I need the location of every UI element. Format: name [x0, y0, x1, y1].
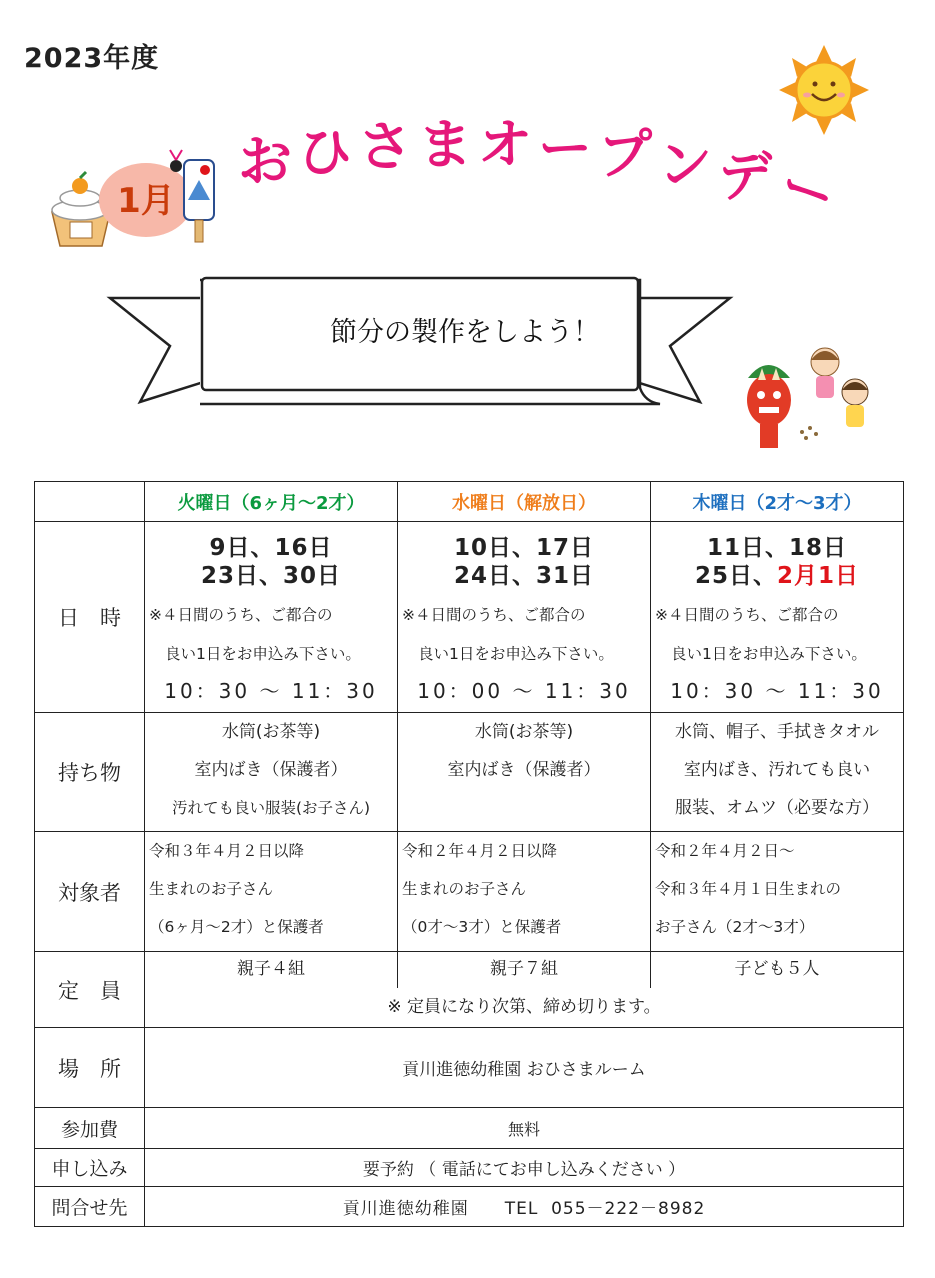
- schedule-note: ※４日間のうち、ご都合の: [655, 606, 839, 624]
- target-line: 生まれのお子さん: [149, 880, 274, 898]
- year-label: 2023年度: [24, 43, 160, 74]
- schedule-wednesday: [398, 522, 651, 713]
- capacity-wednesday: 親子７組: [398, 952, 651, 988]
- row-label-fee: 参加費: [35, 1108, 145, 1149]
- title-char: ひ: [298, 121, 352, 184]
- target-line: お子さん（2才～3才）: [655, 918, 815, 936]
- time-thursday: 10：30 ～ 11：30: [670, 679, 884, 703]
- time-wednesday: 10：00 ～ 11：30: [417, 679, 631, 703]
- date-line: 23日、30日: [200, 563, 341, 589]
- target-tuesday: [145, 832, 398, 952]
- title-char: お: [238, 130, 292, 193]
- capacity-row-top: [35, 952, 904, 988]
- date-part: 25日、: [694, 563, 777, 589]
- capacity-note: ※ 定員になり次第、締め切ります。: [145, 988, 904, 1028]
- info-table: [34, 481, 904, 1227]
- belongings-tuesday: [145, 713, 398, 832]
- target-line: 令和３年４月１日生まれの: [655, 880, 842, 898]
- schedule-note: 良い1日をお申込み下さい。: [418, 645, 614, 663]
- date-line: 10日、17日: [453, 535, 594, 561]
- belongings-item: 水筒(お茶等): [474, 722, 574, 742]
- title-char: さ: [358, 115, 412, 178]
- title-char: ー: [538, 117, 592, 180]
- place-value: 貢川進徳幼稚園 おひさまルーム: [145, 1028, 904, 1108]
- date-line: 9日、16日: [209, 535, 333, 561]
- place-row: [35, 1028, 904, 1108]
- schedule-note: 良い1日をお申込み下さい。: [671, 645, 867, 663]
- month-badge: [99, 163, 193, 237]
- contact-row: [35, 1187, 904, 1227]
- row-label-target: 対象者: [35, 832, 145, 952]
- schedule-note: ※４日間のうち、ご都合の: [149, 606, 333, 624]
- row-label-contact: 問合せ先: [35, 1187, 145, 1227]
- boy-icon: [842, 379, 868, 427]
- title-char: デ: [718, 145, 772, 208]
- belongings-item: 水筒、帽子、手拭きタオル: [675, 722, 879, 742]
- target-row: [35, 832, 904, 952]
- row-label-capacity: 定 員: [35, 952, 145, 1028]
- title-char: ー: [770, 152, 845, 231]
- date-line: 11日、18日: [706, 535, 847, 561]
- contact-value: 貢川進徳幼稚園 TEL 055－222－8982: [145, 1187, 904, 1227]
- schedule-thursday: [651, 522, 904, 713]
- time-tuesday: 10：30 ～ 11：30: [164, 679, 378, 703]
- belongings-item: 汚れても良い服装(お子さん): [171, 799, 371, 817]
- belongings-item: 服装、オムツ（必要な方）: [675, 798, 879, 818]
- target-line: （0才～3才）と保護者: [402, 918, 562, 936]
- oni-children-illustration: [740, 340, 880, 460]
- schedule-note: 良い1日をお申込み下さい。: [165, 645, 361, 663]
- dates-wednesday: [398, 534, 650, 590]
- date-line: [651, 562, 903, 590]
- belongings-item: 水筒(お茶等): [221, 722, 321, 742]
- capacity-thursday: 子ども５人: [651, 952, 904, 988]
- belongings-thursday: [651, 713, 904, 832]
- target-wednesday: [398, 832, 651, 952]
- row-label-place: 場 所: [35, 1028, 145, 1108]
- belongings-wednesday: [398, 713, 651, 832]
- fee-value: 無料: [145, 1108, 904, 1149]
- target-line: 令和２年４月２日～: [655, 842, 795, 860]
- date-line: 24日、31日: [453, 563, 594, 589]
- apply-value: 要予約 （ 電話にてお申し込みください ）: [145, 1149, 904, 1187]
- row-label-schedule: 日 時: [35, 522, 145, 713]
- target-line: 令和２年４月２日以降: [402, 842, 558, 860]
- apply-row: [35, 1149, 904, 1187]
- target-thursday: [651, 832, 904, 952]
- schedule-row: [35, 522, 904, 713]
- col-header-thursday: 木曜日（2才～3才）: [651, 482, 904, 522]
- belongings-item: 室内ばき、汚れても良い: [683, 760, 871, 780]
- target-line: （6ヶ月～2才）と保護者: [149, 918, 324, 936]
- col-header-tuesday: 火曜日（6ヶ月～2才）: [145, 482, 398, 522]
- fee-row: [35, 1108, 904, 1149]
- corner-cell: [35, 482, 145, 522]
- sun-icon: [779, 45, 869, 135]
- oni-icon: [747, 365, 791, 448]
- target-line: 生まれのお子さん: [402, 880, 527, 898]
- belongings-item: 室内ばき（保護者）: [447, 760, 601, 780]
- schedule-note: ※４日間のうち、ご都合の: [402, 606, 586, 624]
- schedule-tuesday: [145, 522, 398, 713]
- title-char: ン: [658, 133, 712, 196]
- target-line: 令和３年４月２日以降: [149, 842, 305, 860]
- banner-title: 節分の製作をしよう！: [330, 317, 600, 348]
- capacity-row-bottom: [35, 988, 904, 1028]
- row-label-apply: 申し込み: [35, 1149, 145, 1187]
- header-row: [35, 482, 904, 522]
- title-char: プ: [598, 123, 652, 186]
- date-highlight: 2月1日: [777, 563, 860, 589]
- capacity-tuesday: 親子４組: [145, 952, 398, 988]
- dates-thursday: [651, 534, 903, 590]
- title-char: ま: [418, 113, 472, 176]
- girl-icon: [811, 348, 839, 398]
- dates-tuesday: [145, 534, 397, 590]
- title-char: オ: [478, 113, 532, 176]
- month-badge-text: 1月: [117, 181, 175, 221]
- col-header-wednesday: 水曜日（解放日）: [398, 482, 651, 522]
- belongings-row: [35, 713, 904, 832]
- belongings-item: 室内ばき（保護者）: [194, 760, 348, 780]
- row-label-belongings: 持ち物: [35, 713, 145, 832]
